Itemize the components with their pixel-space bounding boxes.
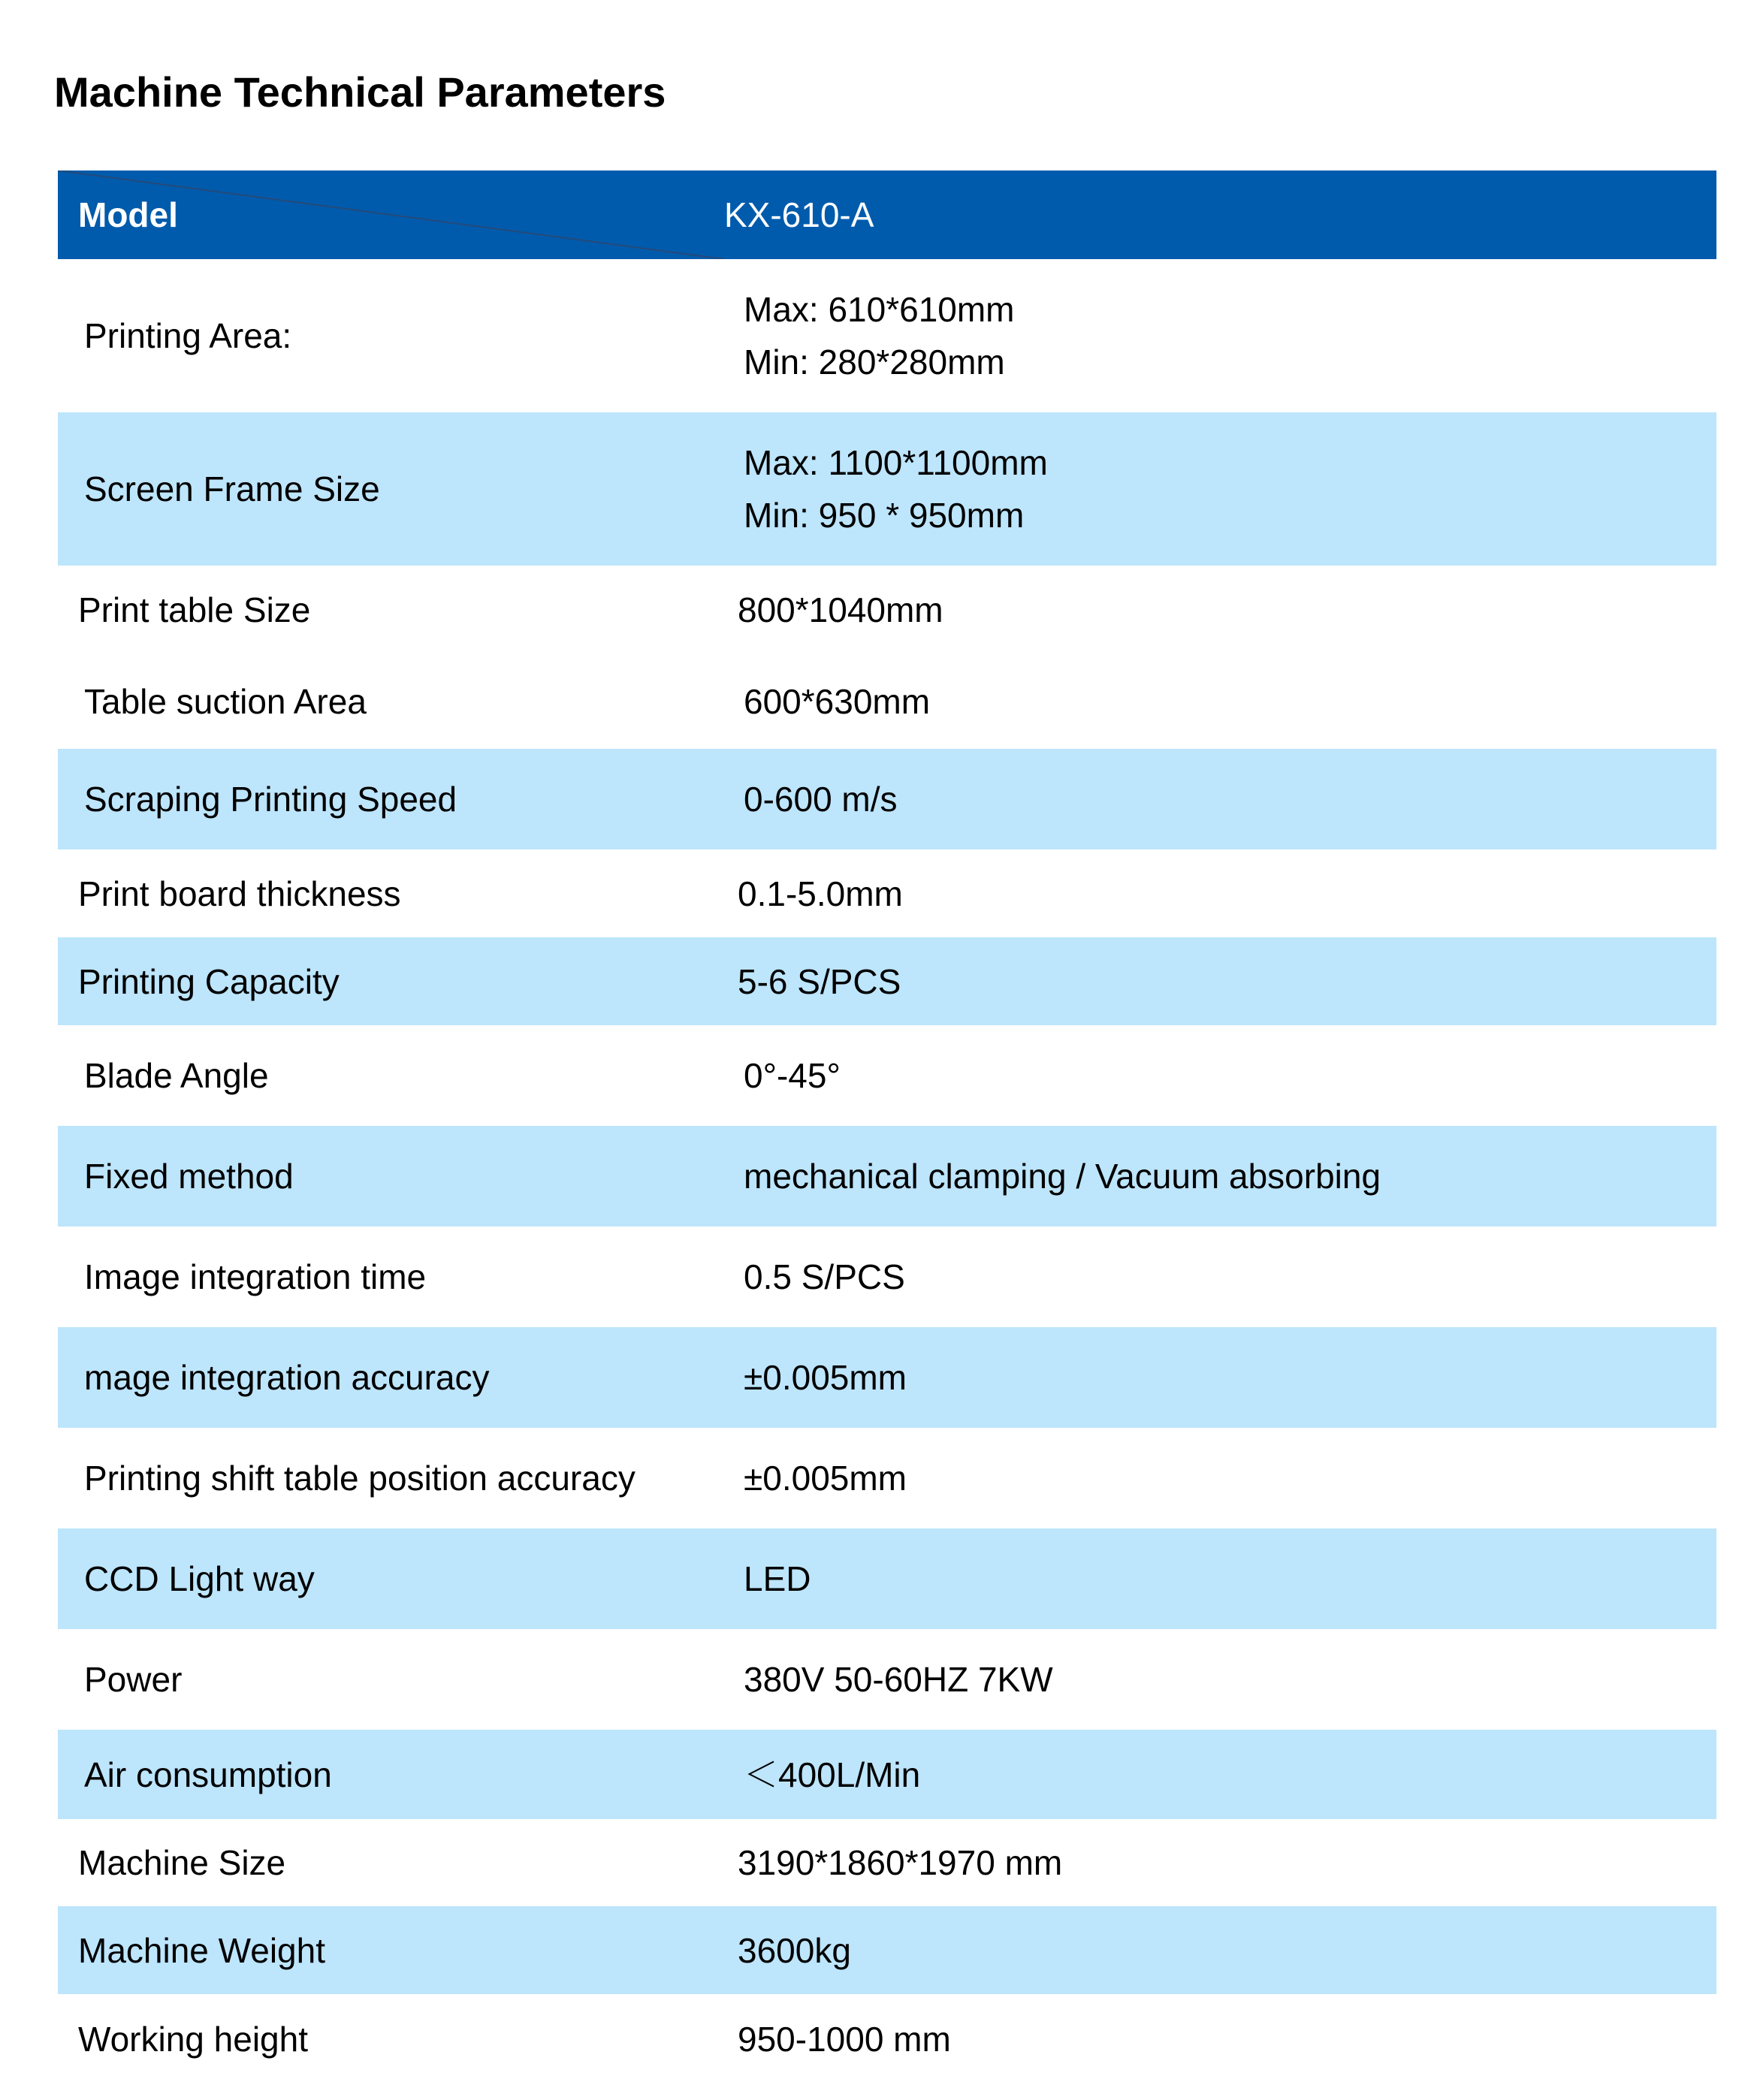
row-label-cell (58, 937, 724, 1025)
table-row-printing-capacity (58, 937, 1716, 1025)
table-row-shift-table-position-accuracy (58, 1428, 1716, 1528)
row-label-cell (58, 412, 724, 566)
table-row-machine-weight (58, 1906, 1716, 1994)
row-value: 800*1040mm (738, 590, 943, 629)
table-row-power (58, 1629, 1716, 1730)
table-row-printing-area (58, 259, 1716, 412)
row-value-line: Max: 610*610mm (744, 290, 1015, 329)
row-value-cell (724, 937, 1716, 1025)
row-value-cell (724, 1126, 1716, 1227)
row-value: 0.5 S/PCS (744, 1257, 905, 1296)
row-value: 3190*1860*1970 mm (738, 1843, 1063, 1882)
row-label-cell (58, 1227, 724, 1327)
row-label: Print board thickness (78, 873, 401, 913)
row-label: Blade Angle (84, 1056, 269, 1095)
row-value: 380V 50-60HZ 7KW (744, 1660, 1053, 1699)
row-value-cell (724, 1528, 1716, 1629)
row-value: 0.1-5.0mm (738, 873, 903, 913)
row-value-cell (724, 1906, 1716, 1994)
table-row-screen-frame-size (58, 412, 1716, 566)
row-label-cell (58, 849, 724, 937)
row-label-cell (58, 1428, 724, 1528)
header-label-cell (58, 170, 724, 259)
row-value-cell (724, 1327, 1716, 1428)
table-row-table-suction-area (58, 654, 1716, 749)
row-label-cell (58, 1629, 724, 1730)
table-row-print-table-size (58, 566, 1716, 654)
row-value-cell (724, 259, 1716, 412)
row-label-cell (58, 1528, 724, 1629)
row-label-cell (58, 1994, 724, 2084)
row-label: Screen Frame Size (84, 469, 380, 508)
row-label: CCD Light way (84, 1559, 315, 1598)
row-label: Machine Weight (78, 1930, 325, 1970)
row-label: Working height (78, 2020, 308, 2059)
row-label: Printing shift table position accuracy (84, 1459, 635, 1498)
technical-parameters-table (58, 170, 1716, 2084)
row-label: Air consumption (84, 1755, 332, 1794)
row-value: 0-600 m/s (744, 780, 898, 819)
row-value: ±0.005mm (744, 1358, 907, 1397)
table-row-image-integration-time (58, 1227, 1716, 1327)
row-value-cell (724, 1730, 1716, 1819)
row-value: 0°-45° (744, 1056, 841, 1095)
row-label: mage integration accuracy (84, 1358, 490, 1397)
row-value: ±0.005mm (744, 1459, 907, 1498)
table-row-print-board-thickness (58, 849, 1716, 937)
row-label-cell (58, 654, 724, 749)
row-value: 3600kg (738, 1930, 851, 1970)
row-label-cell (58, 1126, 724, 1227)
row-label: Printing Capacity (78, 961, 340, 1001)
row-label: Printing Area: (84, 316, 292, 355)
table-row-image-integration-accuracy (58, 1327, 1716, 1428)
row-label-cell (58, 1730, 724, 1819)
row-label-cell (58, 1819, 724, 1906)
row-value-cell (724, 1629, 1716, 1730)
table-header-row (58, 170, 1716, 259)
table-row-air-consumption (58, 1730, 1716, 1819)
model-header-value: KX-610-A (724, 195, 874, 234)
row-value: 600*630mm (744, 682, 931, 721)
row-label-cell (58, 259, 724, 412)
row-label-cell (58, 566, 724, 654)
row-label: Scraping Printing Speed (84, 780, 457, 819)
model-header-label: Model (78, 195, 178, 234)
row-value: 5-6 S/PCS (738, 961, 901, 1001)
row-value: LED (744, 1559, 811, 1598)
row-value-cell (724, 849, 1716, 937)
row-value-cell (724, 566, 1716, 654)
row-value-cell (724, 1428, 1716, 1528)
row-label-cell (58, 1327, 724, 1428)
row-label: Table suction Area (84, 682, 367, 721)
row-label: Power (84, 1660, 183, 1699)
row-label: Machine Size (78, 1843, 286, 1882)
row-value-line: Min: 280*280mm (744, 342, 1005, 382)
row-value-cell (724, 1227, 1716, 1327)
row-value-cell (724, 654, 1716, 749)
row-value-line: Max: 1100*1100mm (744, 443, 1048, 482)
table-row-scraping-printing-speed (58, 749, 1716, 849)
page-title: Machine Technical Parameters (54, 68, 666, 116)
row-value-cell (724, 749, 1716, 849)
row-value: mechanical clamping / Vacuum absorbing (744, 1157, 1381, 1196)
table-row-machine-size (58, 1819, 1716, 1906)
table-row-ccd-light-way (58, 1528, 1716, 1629)
row-label-cell (58, 1906, 724, 1994)
row-label: Print table Size (78, 590, 311, 629)
row-value: 950-1000 mm (738, 2020, 951, 2059)
table-row-working-height (58, 1994, 1716, 2084)
row-value-cell (724, 1819, 1716, 1906)
row-value: ＜400L/Min (744, 1755, 921, 1794)
table-row-blade-angle (58, 1025, 1716, 1126)
row-label-cell (58, 749, 724, 849)
row-label-cell (58, 1025, 724, 1126)
row-label: Fixed method (84, 1157, 294, 1196)
table-row-fixed-method (58, 1126, 1716, 1227)
row-value-cell (724, 412, 1716, 566)
row-value-cell (724, 1994, 1716, 2084)
row-label: Image integration time (84, 1257, 427, 1296)
row-value-cell (724, 1025, 1716, 1126)
row-value-line: Min: 950 * 950mm (744, 496, 1025, 535)
